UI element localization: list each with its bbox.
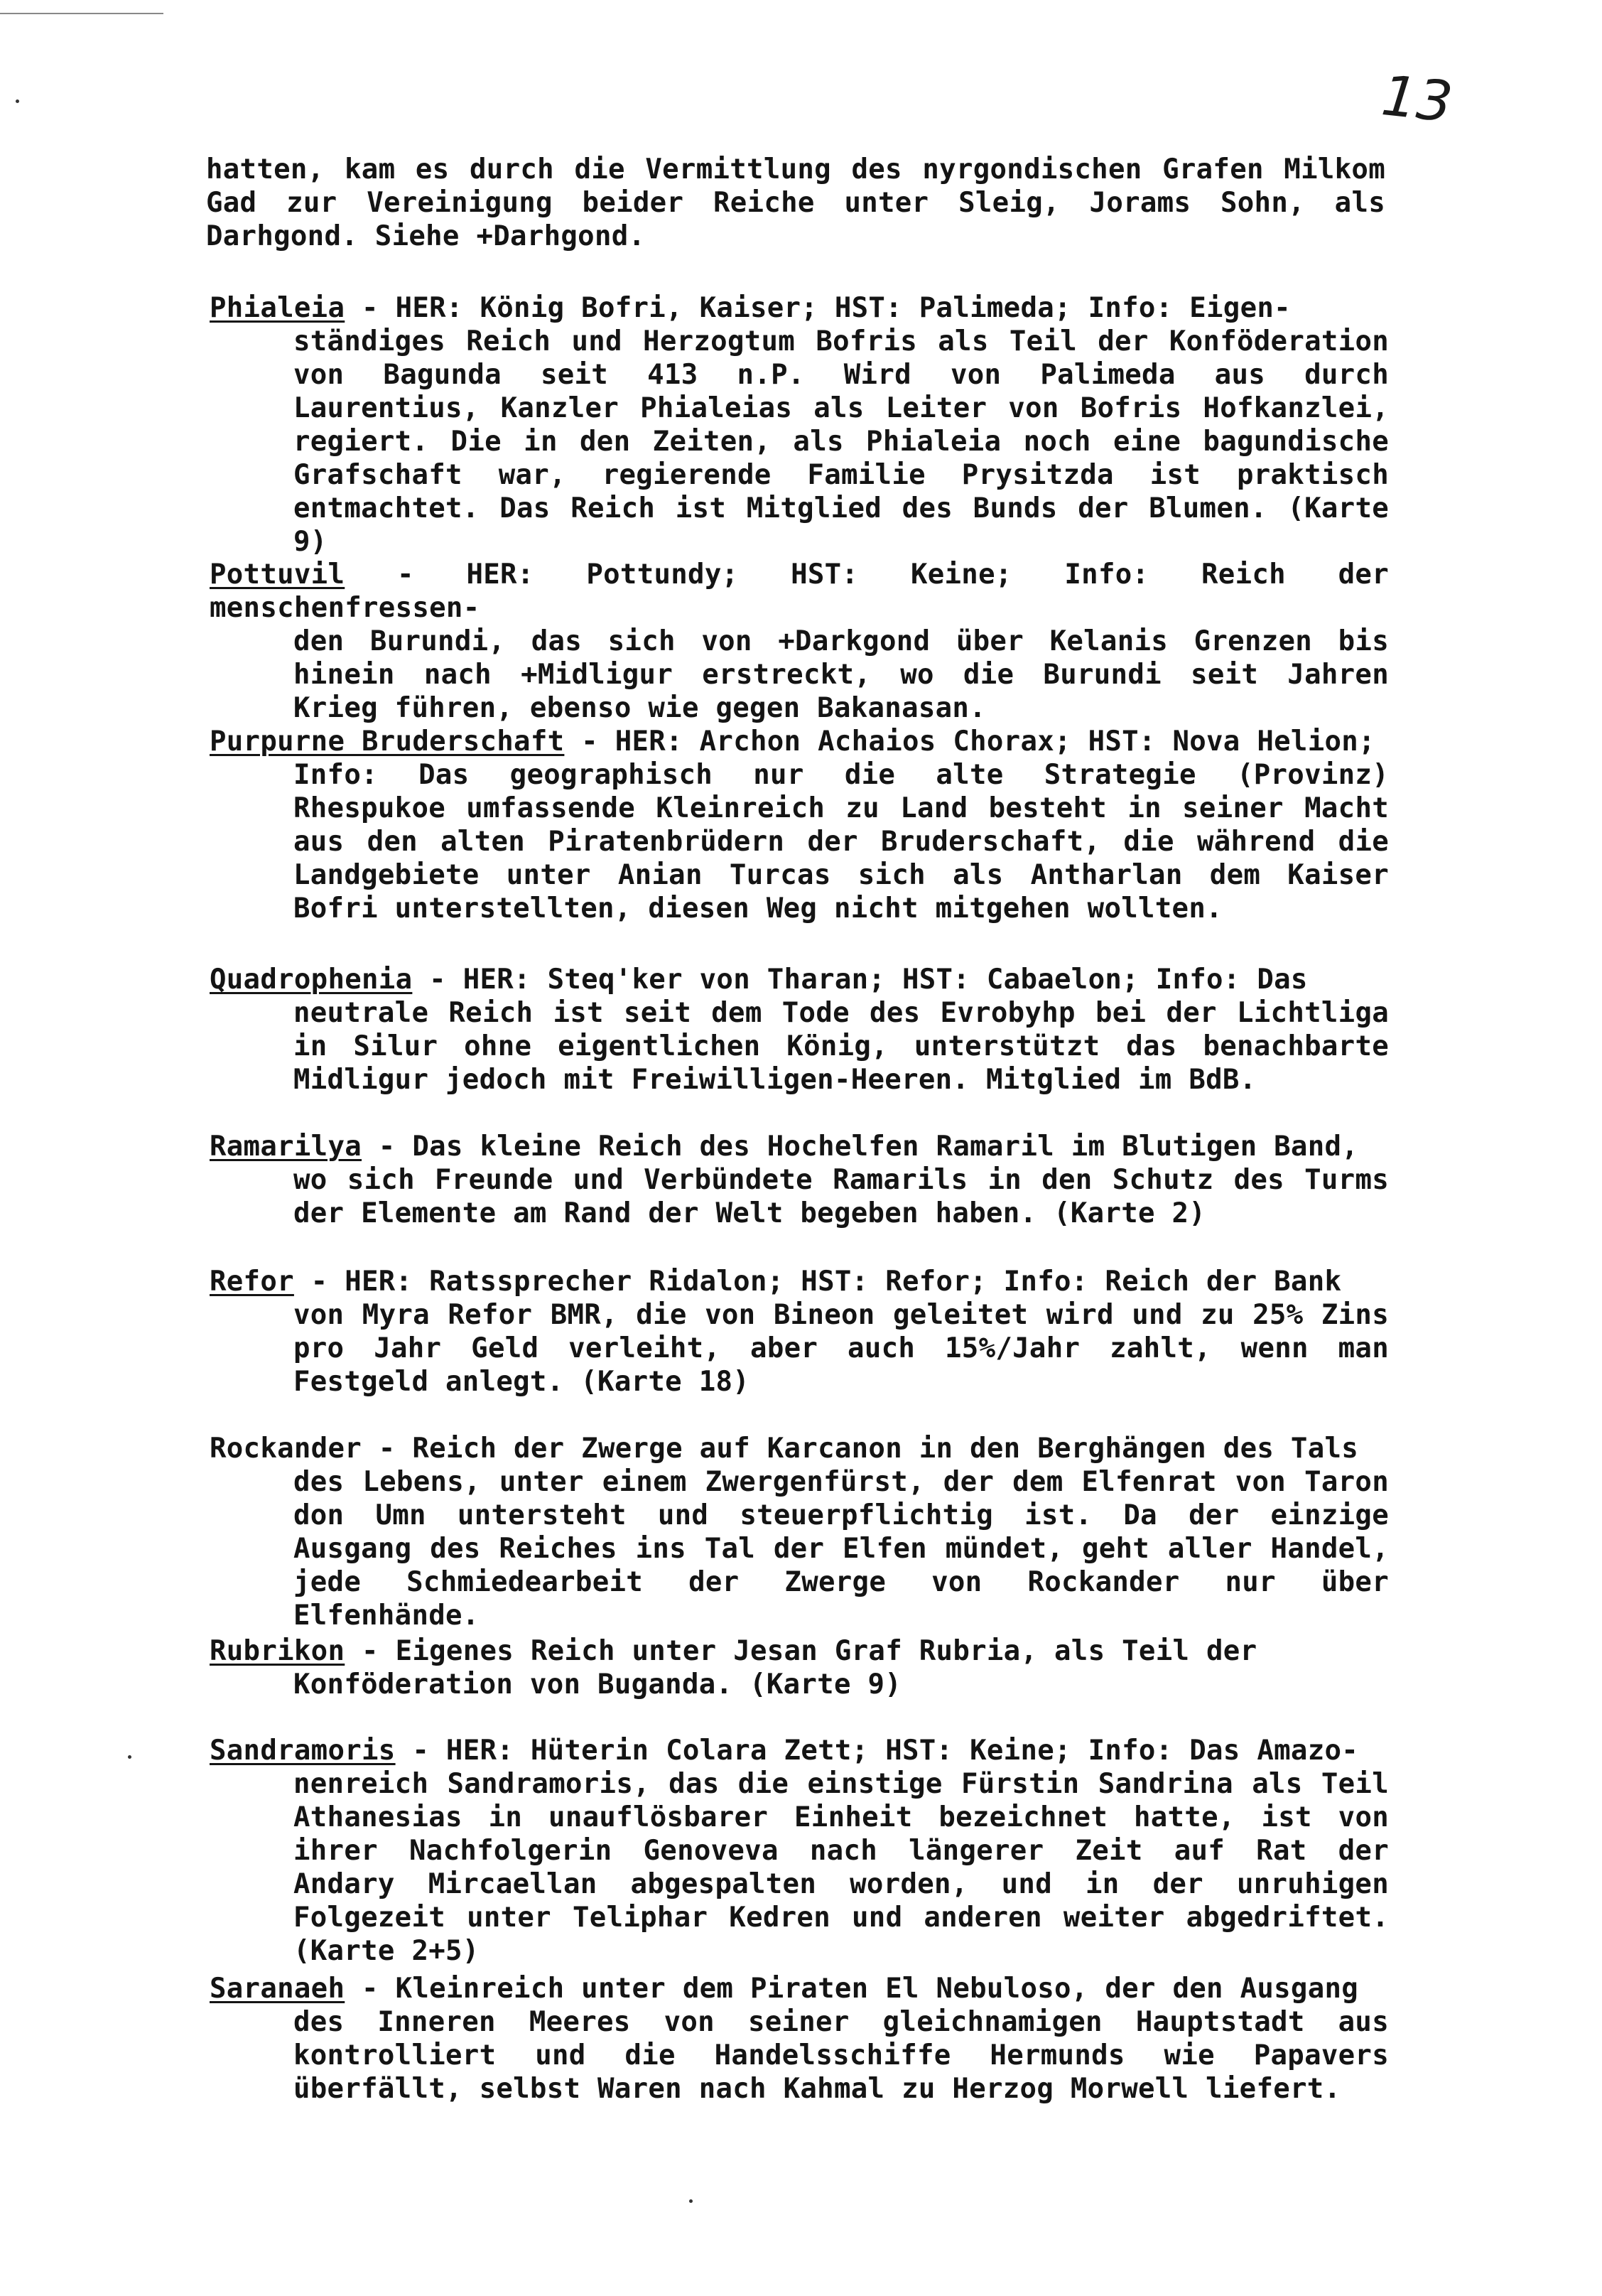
scan-speck: [128, 1755, 131, 1759]
entry-body: Konföderation von Buganda. (Karte 9): [293, 1669, 902, 1701]
entry-body: Info: Das geographisch nur die alte Strategie (Provinz) Rhespukoe umfassende Kleinreich zu Land besteht in seiner Macht aus den alten Piratenbrüdern der Bruderschaft, die während die Landgebiete unter Anian Turcas sich als Antharlan dem Kaiser Bofri unterstellten, diesen Weg nicht mitgehen wollten.: [293, 759, 1389, 925]
entry-saranaeh: [210, 1972, 1389, 2106]
entry-first-line: [210, 1972, 1389, 2005]
entry-first-line: [210, 1634, 1389, 1668]
entry-quadrophenia: [210, 963, 1389, 1096]
entry-term: Sandramoris: [210, 1735, 396, 1767]
entry-first-line: [210, 725, 1389, 758]
entry-body: des Inneren Meeres von seiner gleichnamigen Hauptstadt aus kontrolliert und die Handelsschiffe Hermunds wie Papavers überfällt, selbst Waren nach Kahmal zu Herzog Morwell liefert.: [293, 2006, 1389, 2105]
entry-body: wo sich Freunde und Verbündete Ramarils in den Schutz des Turms der Elemente am Rand der Welt begeben haben. (Karte 2): [293, 1164, 1389, 1229]
entry-term: Ramarilya: [210, 1131, 362, 1163]
entry-body: den Burundi, das sich von +Darkgond über Kelanis Grenzen bis hinein nach +Midligur erstreckt, wo die Burundi seit Jahren Krieg führen, ebenso wie gegen Bakanasan.: [293, 625, 1389, 724]
entry-body: von Myra Refor BMR, die von Bineon geleitet wird und zu 25% Zins pro Jahr Geld verleiht, aber auch 15%/Jahr zahlt, wenn man Festgeld anlegt. (Karte 18): [293, 1299, 1389, 1398]
entry-pottuvil: [210, 558, 1389, 725]
entry-lead: - HER: Archon Achaios Chorax; HST: Nova Helion;: [564, 726, 1375, 758]
entry-lead: - Reich der Zwerge auf Karcanon in den Berghängen des Tals: [362, 1433, 1359, 1465]
entry-first-line: [210, 1432, 1389, 1465]
entry-phialeia: [210, 291, 1389, 559]
entry-first-line: [210, 558, 1389, 625]
entry-term: Quadrophenia: [210, 964, 413, 996]
entry-first-line: [210, 1130, 1389, 1163]
entry-term: Rockander: [210, 1433, 362, 1465]
scan-speck: [689, 2199, 693, 2203]
entry-first-line: [210, 1265, 1389, 1298]
entry-body: nenreich Sandramoris, das die einstige Fürstin Sandrina als Teil Athanesias in unauflösbarer Einheit bezeichnet hatte, ist von ihrer Nachfolgerin Genoveva nach längerer Zeit auf Rat der Andary Mircaellan abgespalten worden, und in der unruhigen Folgezeit unter Teliphar Kedren und anderen weiter abgedriftet. (Karte 2+5): [293, 1768, 1389, 1967]
entry-body: ständiges Reich und Herzogtum Bofris als Teil der Konföderation von Bagunda seit 413 n.P. Wird von Palimeda aus durch Laurentius, Kanzler Phialeias als Leiter von Bofris Hofkanzlei, regiert. Die in den Zeiten, als Phialeia noch eine bagundische Grafschaft war, regierende Familie Prysitzda ist praktisch entmachtet. Das Reich ist Mitglied des Bunds der Blumen. (Karte 9): [293, 325, 1389, 558]
entry-lead: - HER: Pottundy; HST: Keine; Info: Reich der menschenfressen-: [210, 559, 1389, 624]
scan-edge-mark: [0, 13, 163, 14]
entry-lead: - Das kleine Reich des Hochelfen Ramaril im Blutigen Band,: [362, 1131, 1359, 1163]
entry-lead: - Eigenes Reich unter Jesan Graf Rubria, als Teil der: [345, 1635, 1257, 1667]
entry-refor: [210, 1265, 1389, 1398]
entry-first-line: [210, 1734, 1389, 1767]
entry-rubrikon: [210, 1634, 1389, 1701]
entry-body: des Lebens, unter einem Zwergenfürst, der dem Elfenrat von Taron don Umn untersteht und steuerpflichtig ist. Da der einzige Ausgang des Reiches ins Tal der Elfen mündet, geht aller Handel, jede Schmiedearbeit der Zwerge von Rockander nur über Elfenhände.: [293, 1466, 1389, 1632]
entry-purpurne-bruderschaft: [210, 725, 1389, 925]
entry-term: Rubrikon: [210, 1635, 345, 1667]
entry-term: Phialeia: [210, 292, 345, 324]
entry-term: Saranaeh: [210, 1973, 345, 2005]
entry-term: Purpurne Bruderschaft: [210, 726, 565, 758]
entry-body: neutrale Reich ist seit dem Tode des Evrobyhp bei der Lichtliga in Silur ohne eigentlichen König, unterstützt das benachbarte Midligur jedoch mit Freiwilligen-Heeren. Mitglied im BdB.: [293, 997, 1389, 1096]
entry-first-line: [210, 291, 1389, 325]
entry-rockander: [210, 1432, 1389, 1632]
entry-term: Pottuvil: [210, 559, 345, 591]
entry-ramarilya: [210, 1130, 1389, 1230]
entry-sandramoris: [210, 1734, 1389, 1968]
entry-lead: - HER: Hüterin Colara Zett; HST: Keine; Info: Das Amazo-: [395, 1735, 1359, 1767]
entry-first-line: [210, 963, 1389, 996]
entry-lead: - HER: Ratssprecher Ridalon; HST: Refor; Info: Reich der Bank: [293, 1266, 1342, 1298]
entry-lead: - HER: Steq'ker von Tharan; HST: Cabaelon; Info: Das: [412, 964, 1308, 996]
page-number: 13: [1378, 64, 1456, 135]
intro-paragraph: hatten, kam es durch die Vermittlung des nyrgondischen Grafen Milkom Gad zur Vereinigung beider Reiche unter Sleig, Jorams Sohn, als Darhgond. Siehe +Darhgond.: [206, 153, 1385, 252]
entry-lead: - HER: König Bofri, Kaiser; HST: Palimeda; Info: Eigen-: [345, 292, 1291, 324]
entry-lead: - Kleinreich unter dem Piraten El Nebuloso, der den Ausgang: [345, 1973, 1359, 2005]
scan-speck: [16, 99, 19, 103]
entry-term: Refor: [210, 1266, 294, 1298]
